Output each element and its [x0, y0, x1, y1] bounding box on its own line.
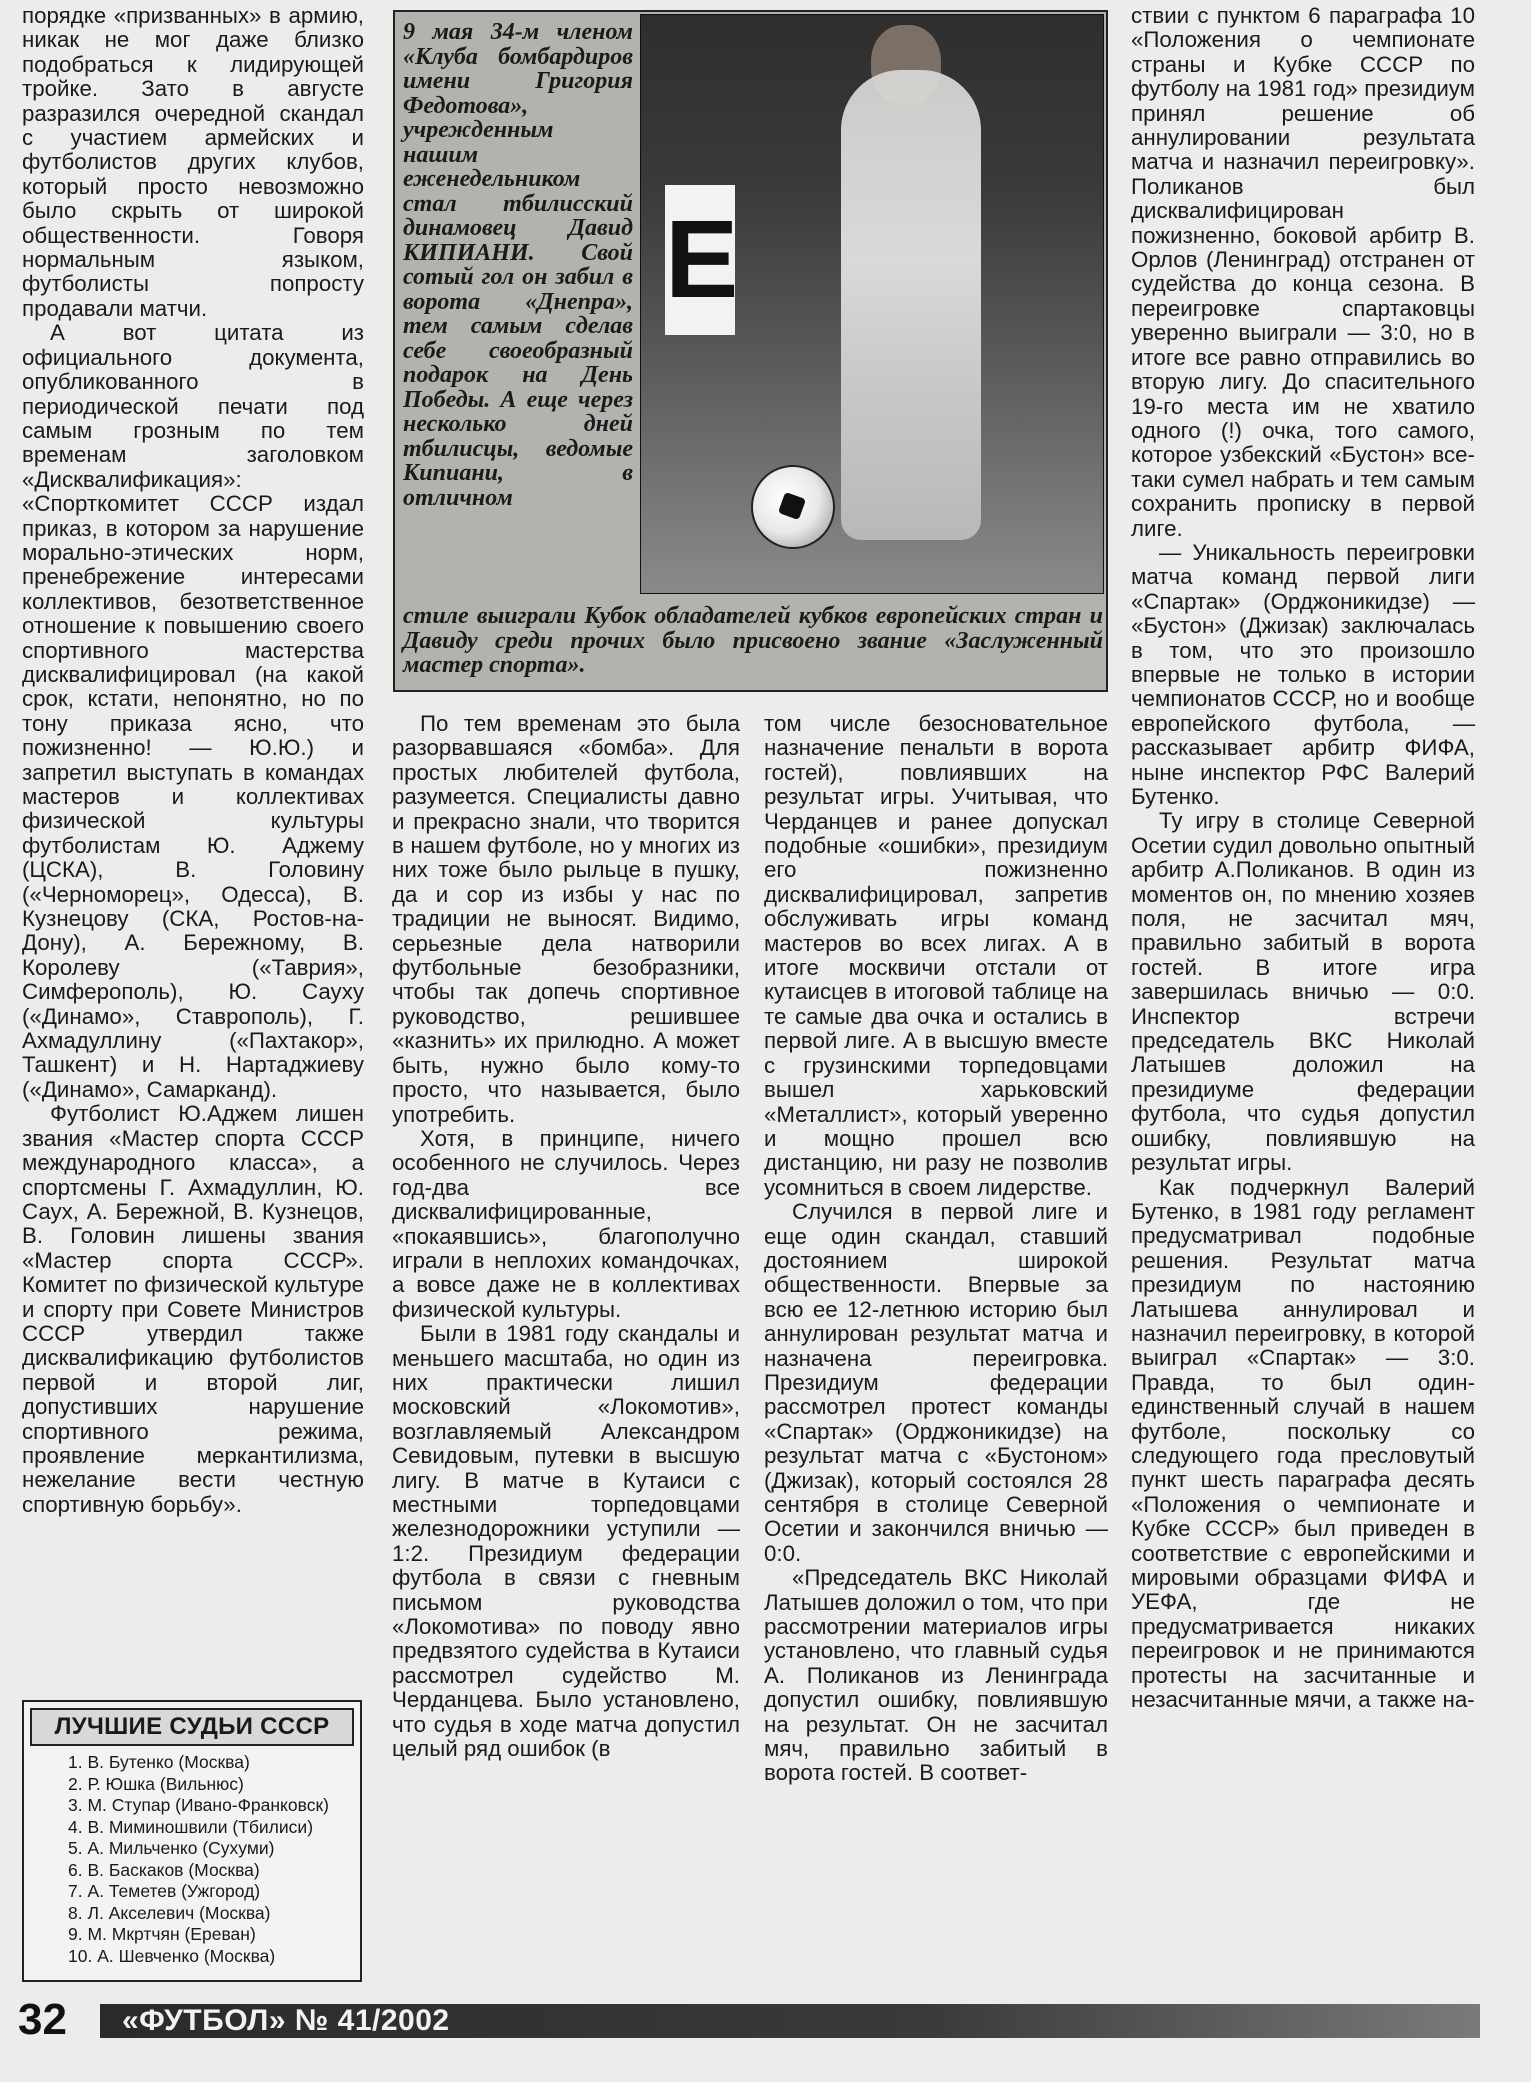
photo-caption-top: 9 мая 34-м членом «Клуба бомбардиров имени Григория Федотова», учрежденным нашим еженедельником стал тбилисский динамовец Давид КИПИАНИ. Свой сотый гол он забил в ворота «Днепра», тем самым сделав себе своеобразный подарок на День Победы. А еще через несколько дней тбилисцы, ведомые Кипиани, в отличном: [403, 19, 633, 511]
article-column-3: [764, 712, 1108, 1786]
article-column-2: [392, 712, 740, 1761]
list-item: 2. Р. Юшка (Вильнюс): [68, 1773, 244, 1794]
player-figure: [841, 70, 981, 540]
paragraph: Были в 1981 году скандалы и меньшего масштаба, но один из них практически лишил московский «Локомотив», возглавляемый Александром Севидовым, путевки в высшую лигу. В матче в Кутаиси с местными торпедовцами железнодорожники уступили — 1:2. Президиум федерации футбола в связи с гневным письмом руководства «Локомотива» по поводу явно предвзятого судейства в Кутаиси рассмотрел судейство М. Черданцева. Было установлено, что судья в ходе матча допустил целый ряд ошибок (в: [392, 1321, 740, 1762]
paragraph: А вот цитата из официального документа, опубликованного в периодической печати под самым грозным по тем временам заголовком «Дисквалификация»: «Спорткомитет СССР издал приказ, в котором за нарушение морально-этических норм, пренебрежение интересами коллективов, безответственное отношение к повышению своего спортивного мастерства дисквалифицировал (на какой срок, кстати, непонятно, но по тону приказа ясно, что пожизненно! — Ю.Ю.) и запретил выступать в командах мастеров и коллективах физической культуры футболистам Ю. Аджему (ЦСКА), В. Головину («Черноморец», Одесса), В. Кузнецову (СКА, Ростов-на-Дону), А. Бережному, В. Королеву («Таврия», Симферополь), Ю. Сауху («Динамо», Ставрополь), Г. Ахмадуллину («Пахтакор», Ташкент) и Н. Нартаджиеву («Динамо», Самарканд).: [22, 320, 364, 1102]
list-item: 6. В. Баскаков (Москва): [68, 1859, 260, 1880]
best-referees-title: ЛУЧШИЕ СУДЬИ СССР: [30, 1708, 354, 1746]
list-item: 5. А. Мильченко (Сухуми): [68, 1838, 275, 1858]
list-item: 10. А. Шевченко (Москва): [68, 1945, 276, 1966]
paragraph: Случился в первой лиге и еще один скандал, ставший достоянием широкой общественности. Впервые за всю ее 12-летнюю историю был аннулирован результат матча и назначена переигровка. Президиум федерации рассмотрел протест команды «Спартак» (Орджоникидзе) на результат матча с «Бустоном» (Джизак), который состоялся 28 сентября в столице Северной Осетии и закончился вничью — 0:0.: [764, 1199, 1108, 1566]
paragraph: Как подчеркнул Валерий Бутенко, в 1981 году регламент предусматривал подобные решения. Результат матча президиум по настоянию Латышева аннулировал и назначил переигровку, в которой выиграл «Спартак» — 3:0. Правда, то был один-единственный случай в нашем футболе, поскольку со следующего года пресловутый пункт шесть параграфа десять «Положения о чемпионате и Кубке СССР» был приведен в соответствие с европейскими и мировыми образцами ФИФА и УЕФА, где не предусматривается никаких переигровок и не принимаются протесты на засчитанные и незасчитанные мячи, а также на-: [1131, 1174, 1475, 1713]
paragraph: — Уникальность переигровки матча команд первой лиги «Спартак» (Орджоникидзе) — «Бустон» (Джизак) заключалась в том, что это произошло впервые не только в истории чемпионатов СССР, но и вообще европейского футбола, — рассказывает арбитр ФИФА, ныне инспектор РФС Валерий Бутенко.: [1131, 539, 1475, 809]
paragraph: том числе безосновательное назначение пенальти в ворота гостей), повлиявших на результат игры. Учитывая, что Черданцев и ранее допускал подобные «ошибки», президиум его пожизненно дисквалифицировал, запретив обслуживать игры команд мастеров во всех лигах. А в итоге москвичи отстали от кутаисцев в итоговой таблице на те самые два очка и остались в первой лиге. А в высшую вместе с грузинскими торпедовцами вышел харьковский «Металлист», который уверенно и мощно прошел всю дистанцию, ни разу не позволив усомниться в своем лидерстве.: [764, 711, 1108, 1200]
paragraph: «Председатель ВКС Николай Латышев доложил о том, что при рассмотрении материалов игры установлено, что главный судья А. Поликанов из Ленинграда допустил ошибку, повлиявшую на результат. Он не засчитал мяч, правильно забитый в ворота гостей. В соответ-: [764, 1565, 1108, 1786]
paragraph: ствии с пунктом 6 параграфа 10 «Положения о чемпионате страны и Кубке СССР по футболу на 1981 год» президиум принял решение об аннулировании результата матча и назначил переигровку». Поликанов был дисквалифицирован пожизненно, боковой арбитр В. Орлов (Ленинград) отстранен от судейства до конца сезона. В переигровке спартаковцы уверенно выиграли — 3:0, но в итоге все равно отправились во вторую лигу. До спасительного 19-го места им не хватило одного (!) очка, того самого, которое узбекский «Бустон» все-таки сумел набрать и тем самым сохранить прописку в первой лиге.: [1131, 3, 1475, 541]
article-column-4: [1131, 4, 1475, 1712]
list-item: 4. В. Миминошвили (Тбилиси): [68, 1816, 314, 1837]
publication-title: «ФУТБОЛ» № 41/2002: [122, 2004, 450, 2037]
best-referees-list: [24, 1752, 360, 1967]
paragraph: Футболист Ю.Аджем лишен звания «Мастер спорта СССР международного класса», а спортсмены Г. Ахмадуллин, Ю. Саух, А. Бережной, В. Кузнецов, В. Головин лишены звания «Мастер спорта СССР». Комитет по физической культуре и спорту при Совете Министров СССР утвердил также дисквалификацию футболистов первой и второй лиг, допустивших нарушение спортивного режима, проявление меркантилизма, нежелание вести честную спортивную борьбу».: [22, 1101, 364, 1517]
article-column-1: [22, 4, 364, 1517]
list-item: 7. А. Теметев (Ужгород): [68, 1881, 261, 1901]
list-item: 3. М. Ступар (Ивано-Франковск): [68, 1795, 329, 1815]
player-photo: [640, 14, 1104, 594]
stadium-sign: Е: [665, 185, 735, 335]
list-item: 8. Л. Акселевич (Москва): [68, 1902, 271, 1923]
paragraph: порядке «призванных» в армию, никак не мог даже близко подобраться к лидирующей тройке. Зато в августе разразился очередной скандал с участием армейских и футболистов других клубов, который просто невозможно было скрыть от широкой общественности. Говоря нормальным языком, футболисты попросту продавали матчи.: [22, 3, 364, 321]
best-referees-box: [22, 1700, 362, 1982]
paragraph: По тем временам это была разорвавшаяся «бомба». Для простых любителей футбола, разумеется. Специалисты давно и прекрасно знали, что творится в нашем футболе, но у многих из них тоже было рыльце в пушку, да и сор из избы у нас по традиции не выносят. Видимо, серьезные дела натворили футбольные безобразники, чтобы так допечь спортивное руководство, решившее «казнить» их прилюдно. А может быть, нужно было кому-то просто, что называется, было употребить.: [392, 711, 740, 1127]
paragraph: Хотя, в принципе, ничего особенного не случилось. Через год-два все дисквалифицированные, «покаявшись», благополучно играли в неплохих командочках, а вовсе даже не в коллективах физической культуры.: [392, 1125, 740, 1322]
list-item: 1. В. Бутенко (Москва): [68, 1752, 250, 1772]
paragraph: Ту игру в столице Северной Осетии судил довольно опытный арбитр А.Поликанов. В один из моментов он, по мнению хозяев поля, не засчитал мяч, правильно забитый в ворота гостей. В итоге игра завершилась вничью — 0:0. Инспектор встречи председатель ВКС Николай Латышев доложил на президиуме федерации футбола, что судья допустил ошибку, повлиявшую на результат игры.: [1131, 808, 1475, 1176]
football-icon: [751, 465, 835, 549]
photo-caption-bottom: стиле выиграли Кубок обладателей кубков европейских стран и Давиду среди прочих было присвоено звание «Заслуженный мастер спорта».: [403, 603, 1103, 678]
list-item: 9. М. Мкртчян (Ереван): [68, 1924, 256, 1944]
page-number: 32: [18, 1995, 67, 2044]
